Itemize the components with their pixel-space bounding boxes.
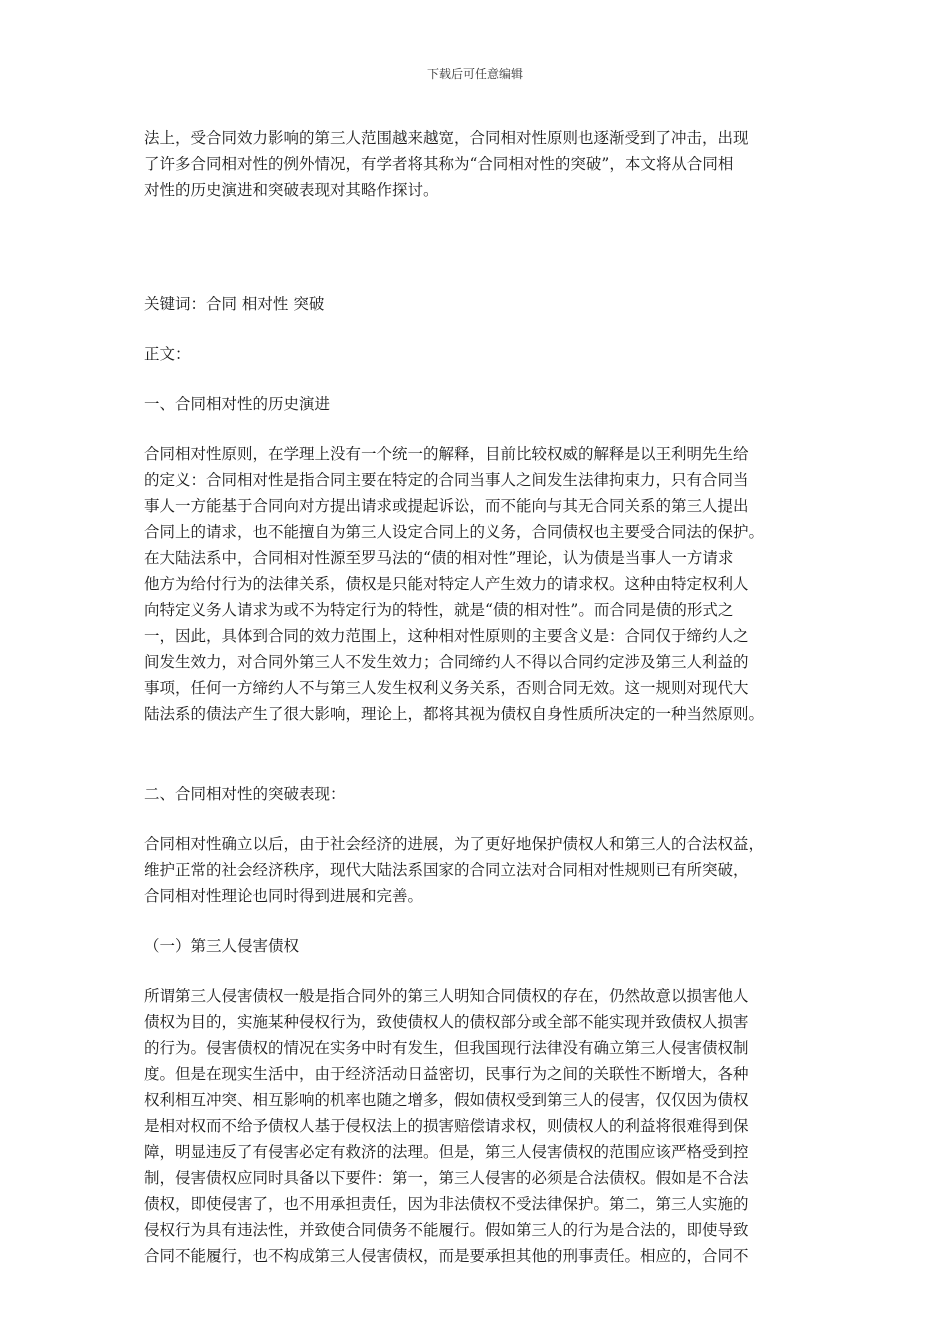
subsection1-heading: （一）第三人侵害债权 (144, 937, 300, 955)
section1-line: 在大陆法系中，合同相对性源至罗马法的“债的相对性”理论，认为债是当事人一方请求 (144, 549, 734, 567)
section1-line: 陆法系的债法产生了很大影响，理论上，都将其视为债权自身性质所决定的一种当然原则。 (144, 705, 765, 723)
document-body (144, 125, 808, 1269)
subsection1-line: 是相对权而不给予债权人基于侵权法上的损害赔偿请求权，则债权人的利益将很难得到保 (144, 1117, 749, 1135)
subsection1-line: 的行为。侵害债权的情况在实务中时有发生，但我国现行法律没有确立第三人侵害债权制 (144, 1039, 749, 1057)
keywords: 关键词：合同 相对性 突破 (144, 295, 325, 313)
section1-line: 间发生效力，对合同外第三人不发生效力；合同缔约人不得以合同约定涉及第三人利益的 (144, 653, 749, 671)
section2-paragraph (144, 831, 808, 909)
subsection1-line: 权利相互冲突、相互影响的机率也随之增多，假如债权受到第三人的侵害，仅仅因为债权 (144, 1091, 749, 1109)
intro-paragraph (144, 125, 808, 203)
subsection1-line: 障，明显违反了有侵害必定有救济的法理。但是，第三人侵害债权的范围应该严格受到控 (144, 1143, 749, 1161)
subsection1-line: 所谓第三人侵害债权一般是指合同外的第三人明知合同债权的存在，仍然故意以损害他人 (144, 987, 749, 1005)
body-label: 正文： (144, 345, 191, 363)
subsection1-line: 债权为目的，实施某种侵权行为，致使债权人的债权部分或全部不能实现并致债权人损害 (144, 1013, 749, 1031)
subsection1-line: 债权，即使侵害了，也不用承担责任，因为非法债权不受法律保护。第二，第三人实施的 (144, 1195, 749, 1213)
section1-line: 事项，任何一方缔约人不与第三人发生权利义务关系，否则合同无效。这一规则对现代大 (144, 679, 749, 697)
subsection1-line: 合同不能履行，也不构成第三人侵害债权，而是要承担其他的刑事责任。相应的，合同不 (144, 1247, 749, 1265)
section2-line: 合同相对性理论也同时得到进展和完善。 (144, 887, 424, 905)
section1-line: 向特定义务人请求为或不为特定行为的特性，就是“债的相对性”。而合同是债的形式之 (144, 601, 734, 619)
page-header: 下载后可任意编辑 (426, 67, 523, 81)
section1-line: 的定义：合同相对性是指合同主要在特定的合同当事人之间发生法律拘束力，只有合同当 (144, 471, 749, 489)
subsection1-paragraph (144, 983, 808, 1269)
subsection1-line: 侵权行为具有违法性，并致使合同债务不能履行。假如第三人的行为是合法的，即使导致 (144, 1221, 749, 1239)
intro-line: 了许多合同相对性的例外情况，有学者将其称为“合同相对性的突破”，本文将从合同相 (144, 155, 734, 173)
section2-line: 合同相对性确立以后，由于社会经济的进展，为了更好地保护债权人和第三人的合法权益， (144, 835, 765, 853)
section1-line: 合同相对性原则，在学理上没有一个统一的解释，目前比较权威的解释是以王利明先生给 (144, 445, 749, 463)
subsection1-line: 度。但是在现实生活中，由于经济活动日益密切，民事行为之间的关联性不断增大，各种 (144, 1065, 749, 1083)
section1-heading: 一、合同相对性的历史演进 (144, 395, 331, 413)
section1-line: 一，因此，具体到合同的效力范围上，这种相对性原则的主要含义是：合同仅于缔约人之 (144, 627, 749, 645)
section1-line: 合同上的请求，也不能擅自为第三人设定合同上的义务，合同债权也主要受合同法的保护。 (144, 523, 765, 541)
intro-line: 对性的历史演进和突破表现对其略作探讨。 (144, 181, 439, 199)
section1-line: 事人一方能基于合同向对方提出请求或提起诉讼，而不能向与其无合同关系的第三人提出 (144, 497, 749, 515)
intro-line: 法上，受合同效力影响的第三人范围越来越宽，合同相对性原则也逐渐受到了冲击，出现 (144, 129, 749, 147)
section2-heading: 二、合同相对性的突破表现： (144, 785, 346, 803)
section1-paragraph (144, 441, 808, 727)
subsection1-line: 制，侵害债权应同时具备以下要件：第一，第三人侵害的必须是合法债权。假如是不合法 (144, 1169, 749, 1187)
section1-line: 他方为给付行为的法律关系，债权是只能对特定人产生效力的请求权。这种由特定权利人 (144, 575, 749, 593)
section2-line: 维护正常的社会经济秩序，现代大陆法系国家的合同立法对合同相对性规则已有所突破， (144, 861, 749, 879)
